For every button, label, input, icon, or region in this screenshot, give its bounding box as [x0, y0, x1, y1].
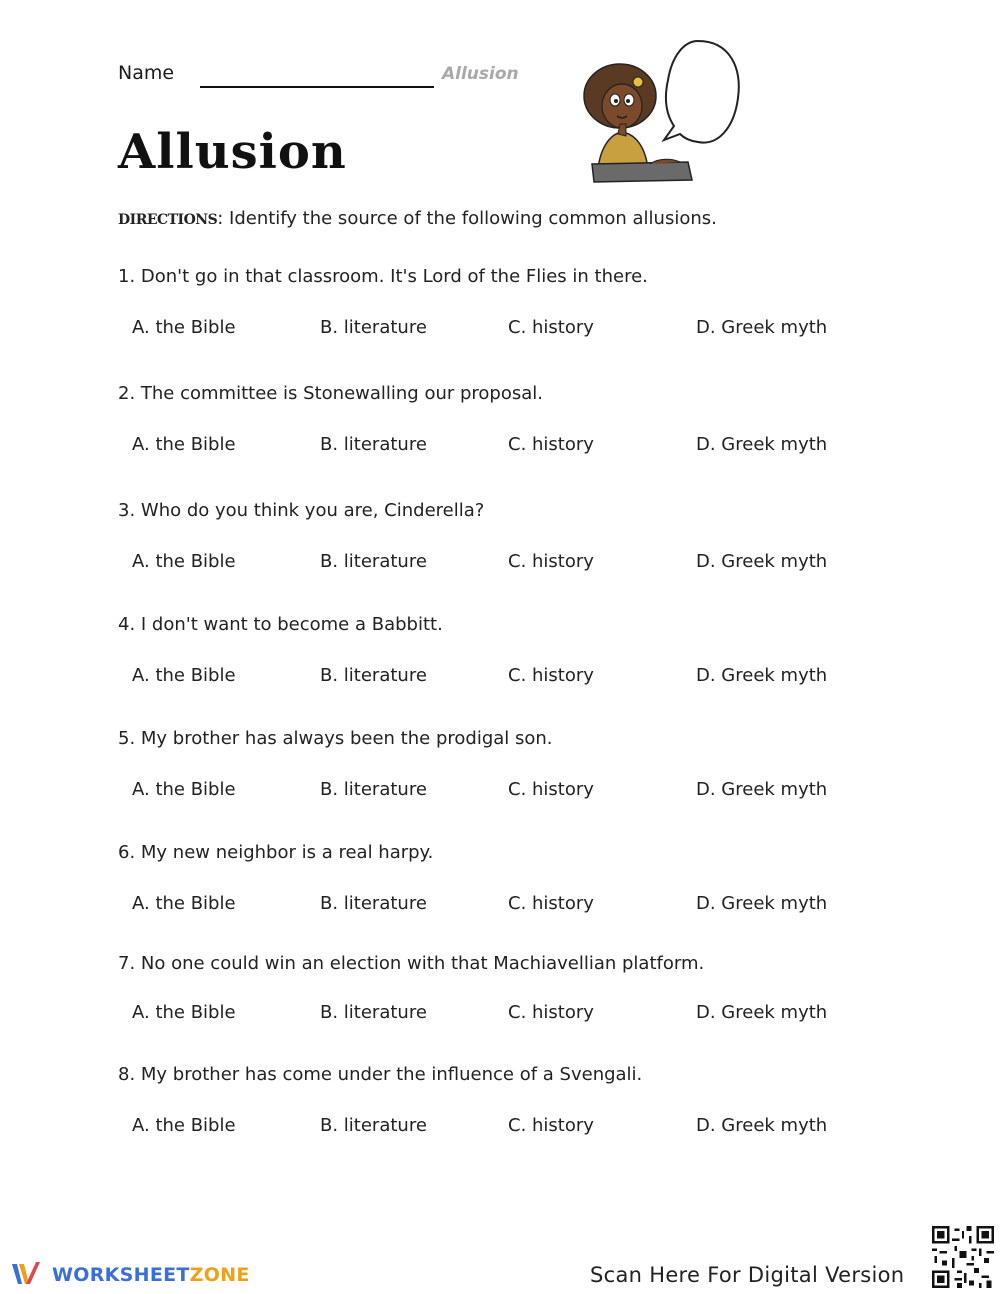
worksheetzone-logo-icon	[10, 1260, 46, 1288]
option-a[interactable]: A. the Bible	[132, 1002, 236, 1023]
question-1	[118, 266, 918, 356]
option-c[interactable]: C. history	[508, 665, 594, 686]
question-7	[118, 953, 918, 1043]
option-d[interactable]: D. Greek myth	[696, 1002, 828, 1023]
qr-code-icon[interactable]	[932, 1226, 994, 1288]
question-text: 4. I don't want to become a Babbitt.	[118, 614, 443, 635]
option-d[interactable]: D. Greek myth	[696, 317, 828, 338]
option-c[interactable]: C. history	[508, 893, 594, 914]
name-input-line[interactable]	[200, 86, 434, 88]
option-b[interactable]: B. literature	[320, 434, 427, 455]
option-a[interactable]: A. the Bible	[132, 1115, 236, 1136]
scan-instruction: Scan Here For Digital Version	[590, 1263, 905, 1287]
option-b[interactable]: B. literature	[320, 893, 427, 914]
option-a[interactable]: A. the Bible	[132, 665, 236, 686]
question-text: 1. Don't go in that classroom. It's Lord of the Flies in there.	[118, 266, 648, 287]
option-c[interactable]: C. history	[508, 779, 594, 800]
question-text: 8. My brother has come under the influence of a Svengali.	[118, 1064, 643, 1085]
question-text: 3. Who do you think you are, Cinderella?	[118, 500, 485, 521]
directions-text: : Identify the source of the following common allusions.	[217, 208, 717, 229]
option-b[interactable]: B. literature	[320, 317, 427, 338]
worksheetzone-logo[interactable]	[10, 1258, 250, 1290]
page-title: Allusion	[118, 124, 347, 180]
thinking-girl-illustration	[580, 38, 750, 188]
question-6	[118, 842, 918, 932]
option-a[interactable]: A. the Bible	[132, 779, 236, 800]
question-text: 5. My brother has always been the prodigal son.	[118, 728, 553, 749]
question-text: 7. No one could win an election with that Machiavellian platform.	[118, 953, 705, 974]
worksheet-tag: Allusion	[442, 64, 519, 84]
question-text: 2. The committee is Stonewalling our proposal.	[118, 383, 544, 404]
question-8	[118, 1064, 918, 1154]
option-d[interactable]: D. Greek myth	[696, 779, 828, 800]
directions-label: DIRECTIONS	[118, 212, 218, 228]
option-a[interactable]: A. the Bible	[132, 434, 236, 455]
question-3	[118, 500, 918, 590]
option-a[interactable]: A. the Bible	[132, 893, 236, 914]
name-label: Name	[118, 62, 175, 84]
option-b[interactable]: B. literature	[320, 1115, 427, 1136]
option-d[interactable]: D. Greek myth	[696, 434, 828, 455]
option-a[interactable]: A. the Bible	[132, 317, 236, 338]
question-5	[118, 728, 918, 818]
question-2	[118, 383, 918, 473]
option-d[interactable]: D. Greek myth	[696, 551, 828, 572]
name-row	[118, 60, 538, 90]
option-b[interactable]: B. literature	[320, 551, 427, 572]
logo-text-primary: WORKSHEET	[52, 1264, 190, 1286]
option-a[interactable]: A. the Bible	[132, 551, 236, 572]
option-d[interactable]: D. Greek myth	[696, 893, 828, 914]
option-b[interactable]: B. literature	[320, 1002, 427, 1023]
option-c[interactable]: C. history	[508, 317, 594, 338]
option-c[interactable]: C. history	[508, 551, 594, 572]
option-c[interactable]: C. history	[508, 1115, 594, 1136]
option-d[interactable]: D. Greek myth	[696, 665, 828, 686]
option-c[interactable]: C. history	[508, 434, 594, 455]
logo-text-secondary: ZONE	[189, 1264, 250, 1286]
question-text: 6. My new neighbor is a real harpy.	[118, 842, 434, 863]
logo-text	[52, 1264, 250, 1286]
option-d[interactable]: D. Greek myth	[696, 1115, 828, 1136]
option-b[interactable]: B. literature	[320, 665, 427, 686]
option-c[interactable]: C. history	[508, 1002, 594, 1023]
directions	[118, 208, 717, 229]
option-b[interactable]: B. literature	[320, 779, 427, 800]
question-4	[118, 614, 918, 704]
